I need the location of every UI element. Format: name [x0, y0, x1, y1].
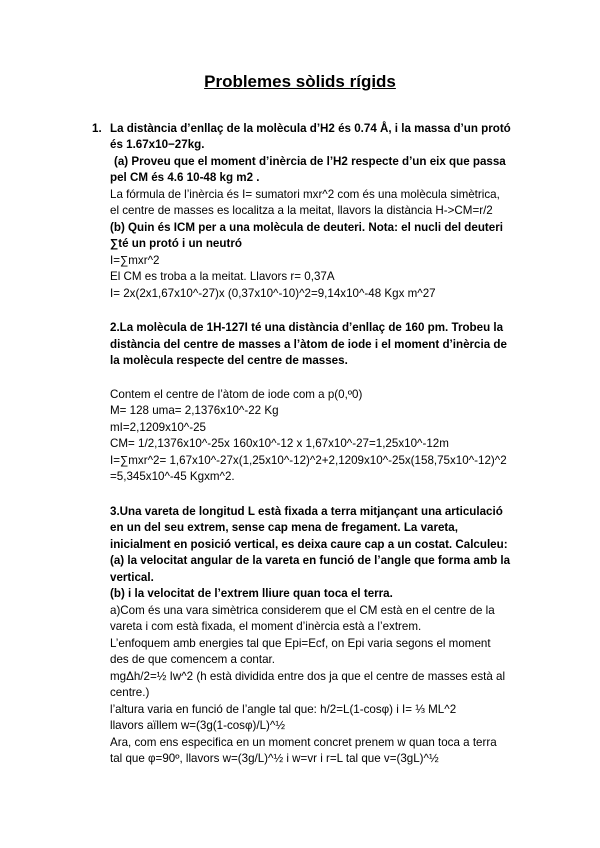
- problem-1-part-b: (b) Quin és ICM per a una molècula de deuteri. Nota: el nucli del deuteri: [110, 221, 503, 234]
- problem-3-solution-line: centre.): [110, 686, 150, 699]
- problem-1-solution-line: La fórmula de l’inèrcia és I= sumatori mxr^2 com és una molècula simètrica,: [110, 188, 500, 201]
- problem-2-statement: 2.La molècula de 1H-127I té una distància d’enllaç de 160 pm. Trobeu la: [110, 321, 504, 334]
- problem-1-statement: La distància d’enllaç de la molècula d’H2 és 0.74 Å, i la massa d’un protó: [110, 122, 511, 135]
- problem-3-part-a: (a) la velocitat angular de la vareta en funció de l’angle que forma amb la: [110, 554, 511, 567]
- problem-3-statement-cont: en un del seu extrem, sense cap mena de fregament. La vareta,: [110, 521, 458, 534]
- problem-3-solution-line: mgΔh/2=½ Iw^2 (h està dividida entre dos ja que el centre de masses està al: [110, 670, 506, 683]
- problem-3-solution-line: a)Com és una vara simètrica considerem que el CM està en el centre de la: [110, 604, 495, 617]
- problem-3-statement-cont: inicialment en posició vertical, es deixa caure cap a un costat. Calculeu:: [110, 538, 508, 551]
- problem-3-part-b: (b) i la velocitat de l’extrem lliure quan toca el terra.: [110, 587, 393, 600]
- problem-1-solution-line: I= 2x(2x1,67x10^-27)x (0,37x10^-10)^2=9,14x10^-48 Kgx m^27: [110, 287, 436, 300]
- problem-3-solution-line: l’altura varia en funció de l’angle tal que: h/2=L(1-cosφ) i I= ⅓ ML^2: [110, 703, 457, 716]
- problem-3-solution-line: Ara, com ens especifica en un moment concret prenem w quan toca a terra: [110, 736, 497, 749]
- problem-3-part-a-cont: vertical.: [110, 571, 154, 584]
- problem-1-solution-line: El CM es troba a la meitat. Llavors r= 0,37A: [110, 270, 335, 283]
- problem-3-statement: 3.Una vareta de longitud L està fixada a terra mitjançant una articulació: [110, 505, 503, 518]
- problem-1-solution-line: el centre de masses es localitza a la meitat, llavors la distància H->CM=r/2: [110, 204, 493, 217]
- problem-2-solution-line: Contem el centre de l’àtom de iode com a p(0,º0): [110, 388, 363, 401]
- problem-1-part-a: (a) Proveu que el moment d’inèrcia de l’H2 respecte d’un eix que passa: [114, 155, 506, 168]
- page-title: Problemes sòlids rígids: [204, 72, 396, 91]
- problem-3-solution-line: llavors aïllem w=(3g(1-cosφ)/L)^½: [110, 719, 285, 732]
- problem-1-number: 1.: [92, 122, 102, 135]
- problem-2-solution-line: =5,345x10^-45 Kgxm^2.: [110, 470, 235, 483]
- problem-3-solution-line: tal que φ=90º, llavors w=(3g/L)^½ i w=vr i r=L tal que v=(3gL)^½: [110, 752, 439, 765]
- problem-1-part-a-cont: pel CM és 4.6 10-48 kg m2 .: [110, 171, 260, 184]
- problem-2-solution-line: M= 128 uma= 2,1376x10^-22 Kg: [110, 404, 279, 417]
- problem-1-solution-line: I=∑mxr^2: [110, 254, 160, 267]
- problem-2-solution-line: CM= 1/2,1376x10^-25x 160x10^-12 x 1,67x10^-27=1,25x10^-12m: [110, 437, 449, 450]
- problem-1-part-b-cont: ∑té un protó i un neutró: [110, 237, 242, 250]
- problem-2-statement-cont: distància del centre de masses a l’àtom de iode i el moment d’inèrcia de: [110, 338, 507, 351]
- problem-3-solution-line: L’enfoquem amb energies tal que Epi=Ecf, on Epi varia segons el moment: [110, 637, 491, 650]
- problem-1-statement-cont: és 1.67x10−27kg.: [110, 138, 205, 151]
- problem-2-solution-line: I=∑mxr^2= 1,67x10^-27x(1,25x10^-12)^2+2,1209x10^-25x(158,75x10^-12)^2: [110, 454, 507, 467]
- problem-3-solution-line: vareta i com està fixada, el moment d’inèrcia està a l’extrem.: [110, 620, 422, 633]
- problem-2-solution-line: mI=2,1209x10^-25: [110, 421, 206, 434]
- problem-3-solution-line: des de que comencem a contar.: [110, 653, 275, 666]
- problem-2-statement-cont: la molècula respecte del centre de masses.: [110, 354, 348, 367]
